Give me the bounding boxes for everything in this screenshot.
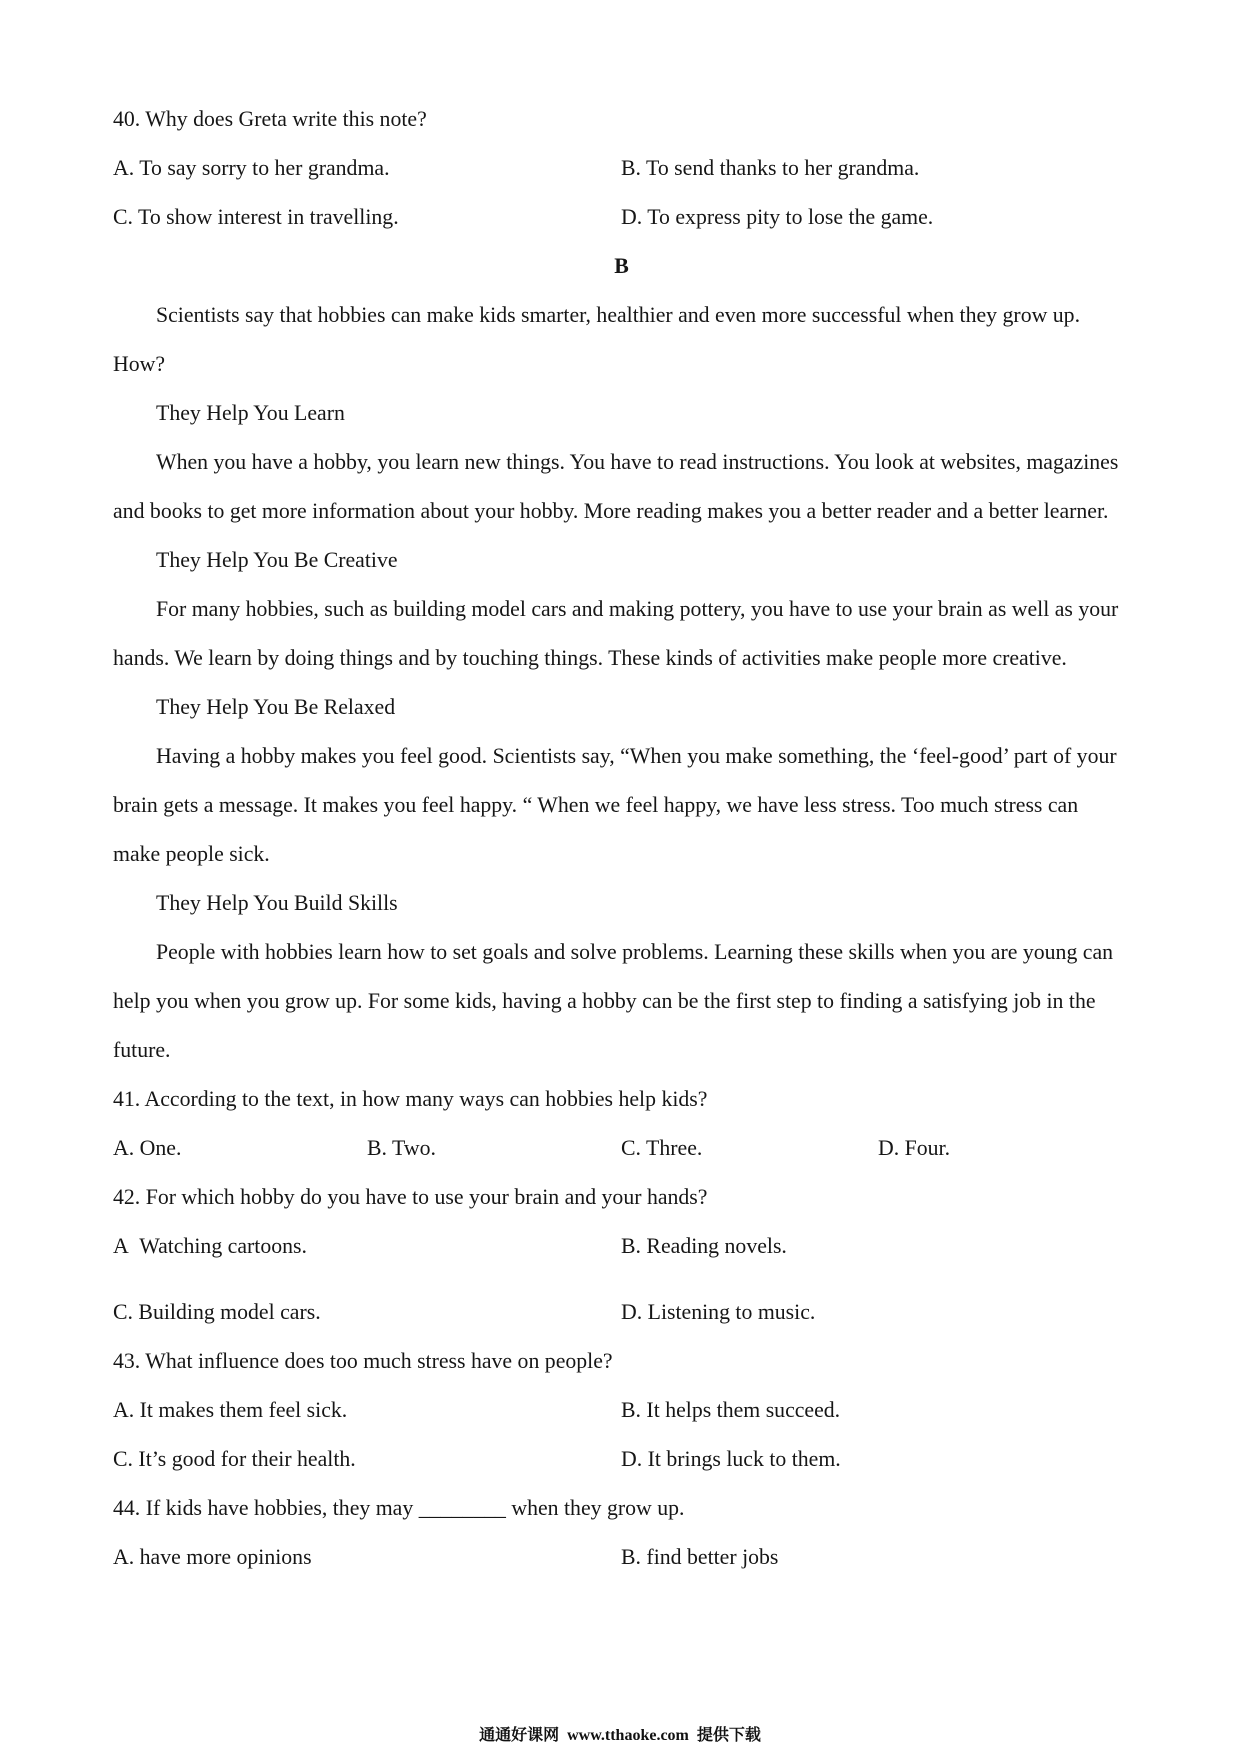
section-title-creative: They Help You Be Creative <box>156 548 398 572</box>
question-43-options-row-2 <box>113 1435 1130 1484</box>
paragraph-line: future. <box>113 1038 171 1062</box>
paragraph-line: make people sick. <box>113 842 270 866</box>
section-title-skills: They Help You Build Skills <box>156 891 398 915</box>
question-43-option-b: B. It helps them succeed. <box>621 1398 841 1422</box>
question-41-options-row <box>113 1124 1130 1173</box>
question-41-option-a: A. One. <box>113 1136 182 1160</box>
page-content <box>113 95 1130 1582</box>
paragraph-line: brain gets a message. It makes you feel happy. “ When we feel happy, we have less stress. Too much stress can <box>113 793 1079 817</box>
intro-line-1: Scientists say that hobbies can make kids smarter, healthier and even more successful when they grow up. <box>156 303 1081 327</box>
question-42-stem: 42. For which hobby do you have to use your brain and your hands? <box>113 1185 708 1209</box>
paragraph-line: People with hobbies learn how to set goals and solve problems. Learning these skills when you are young can <box>156 940 1114 964</box>
question-40-stem: 40. Why does Greta write this note? <box>113 107 427 131</box>
question-40-option-d: D. To express pity to lose the game. <box>621 205 934 229</box>
question-44-option-b: B. find better jobs <box>621 1545 779 1569</box>
question-42-option-a: A Watching cartoons. <box>113 1234 307 1258</box>
question-43-stem: 43. What influence does too much stress have on people? <box>113 1349 613 1373</box>
question-42-options-row-1 <box>113 1222 1130 1271</box>
question-44-stem: 44. If kids have hobbies, they may ________ when they grow up. <box>113 1496 685 1520</box>
question-41-option-d: D. Four. <box>878 1136 951 1160</box>
question-44-option-a: A. have more opinions <box>113 1545 312 1569</box>
question-43-option-c: C. It’s good for their health. <box>113 1447 356 1471</box>
question-42-options-row-2 <box>113 1288 1130 1337</box>
question-43-option-d: D. It brings luck to them. <box>621 1447 841 1471</box>
intro-line-2: How? <box>113 352 166 376</box>
question-40-option-b: B. To send thanks to her grandma. <box>621 156 920 180</box>
question-44-options-row-1 <box>113 1533 1130 1582</box>
question-42-option-c: C. Building model cars. <box>113 1300 321 1324</box>
question-42-option-d: D. Listening to music. <box>621 1300 816 1324</box>
question-41-option-c: C. Three. <box>621 1136 703 1160</box>
section-title-relaxed: They Help You Be Relaxed <box>156 695 396 719</box>
question-42-option-b: B. Reading novels. <box>621 1234 787 1258</box>
paragraph-line: For many hobbies, such as building model cars and making pottery, you have to use your brain as well as your <box>156 597 1119 621</box>
section-title-learn: They Help You Learn <box>156 401 345 425</box>
question-43-options-row-1 <box>113 1386 1130 1435</box>
paragraph-line: Having a hobby makes you feel good. Scientists say, “When you make something, the ‘feel-good’ part of your <box>156 744 1117 768</box>
question-40-options-row-1 <box>113 144 1130 193</box>
question-41-option-b: B. Two. <box>367 1136 436 1160</box>
question-41-stem: 41. According to the text, in how many ways can hobbies help kids? <box>113 1087 708 1111</box>
question-43-option-a: A. It makes them feel sick. <box>113 1398 348 1422</box>
question-40-options-row-2 <box>113 193 1130 242</box>
passage-heading: B <box>614 254 629 278</box>
question-40-option-a: A. To say sorry to her grandma. <box>113 156 390 180</box>
paragraph-line: help you when you grow up. For some kids, having a hobby can be the first step to finding a satisfying job in the <box>113 989 1096 1013</box>
footer-credit: 通通好课网 www.tthaoke.com 提供下载 <box>479 1727 761 1744</box>
paragraph-line: hands. We learn by doing things and by touching things. These kinds of activities make people more creative. <box>113 646 1067 670</box>
paragraph-line: and books to get more information about your hobby. More reading makes you a better reader and a better learner. <box>113 499 1109 523</box>
paragraph-line: When you have a hobby, you learn new things. You have to read instructions. You look at websites, magazines <box>156 450 1119 474</box>
question-40-option-c: C. To show interest in travelling. <box>113 205 399 229</box>
